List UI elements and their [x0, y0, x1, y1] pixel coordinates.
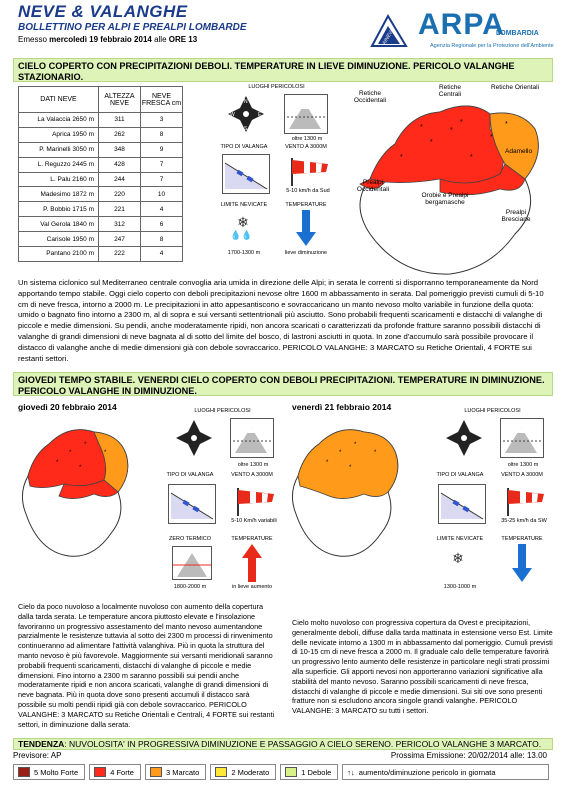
avalanche-type-icon	[222, 154, 270, 194]
summary-band-next-days: GIOVEDI TEMPO STABILE. VENERDI CIELO COPERTO CON DEBOLI PRECIPITAZIONI. TEMPERATURE IN DIMINUZIONE. PERICOLO VALANGHE IN DIMINUZIONE.	[13, 372, 553, 396]
forecaster: Previsore: AP	[13, 751, 62, 760]
day2-label: venerdì 21 febbraio 2014	[292, 402, 392, 412]
danger-legend	[13, 764, 553, 780]
table-header: NEVE FRESCA cm	[141, 87, 183, 113]
svg-text:S: S	[244, 126, 248, 132]
temperature-down-arrow-icon	[296, 210, 316, 246]
legend-item: 5 Molto Forte	[13, 764, 85, 780]
day1-label: giovedì 20 febbraio 2014	[18, 402, 117, 412]
altitude-icon	[500, 418, 544, 458]
table-row: P. Bobbio 1715 m 221 4	[19, 202, 183, 217]
svg-text:*: *	[470, 154, 473, 161]
table-header: ALTEZZA NEVE	[99, 87, 141, 113]
avalanche-type-icon	[438, 484, 486, 524]
legend-item: ↑↓ aumento/diminuzione pericolo in giornata	[342, 764, 549, 780]
temperature-down-arrow-icon	[512, 544, 532, 582]
compass-icon	[226, 94, 266, 134]
svg-text:*: *	[326, 460, 329, 466]
table-row: Madesimo 1872 m 220 10	[19, 187, 183, 202]
compass-icon	[444, 418, 484, 458]
svg-text:E: E	[258, 112, 262, 118]
svg-text:*: *	[56, 460, 59, 466]
avalanche-type-icon	[168, 484, 216, 524]
svg-text:*: *	[69, 450, 72, 456]
svg-text:*: *	[374, 450, 377, 456]
today-icon-panel: LUOGHI PERICOLOSI N S W E oltre 1300 m TIPO DI VALANGA VENTO A 3000M 5-10 km/h da Sud LIMITE NEVICATE TEMPERATURE ❄ 💧💧 1700-1300 m lieve diminuzione	[214, 84, 339, 264]
legend-swatch	[285, 767, 297, 777]
table-row: Aprica 1950 m 262 8	[19, 127, 183, 142]
issue-date: Emesso mercoledì 19 febbraio 2014 alle ORE 13	[18, 35, 198, 44]
table-header: DATI NEVE	[19, 87, 99, 113]
next-issue: Prossima Emissione: 20/02/2014 alle: 13.00	[390, 751, 547, 760]
svg-text:*: *	[420, 124, 423, 131]
table-row: Pantano 2100 m 222 4	[19, 247, 183, 262]
compass-icon	[174, 418, 214, 458]
forecast-text-day2: Cielo molto nuvoloso con progressiva copertura da Ovest e precipitazioni, generalmente deboli, diffuse dalla tarda mattinata in estensione verso Est. Limite delle nevicate intorno a 1300 m in abbassamento dal pomeriggio. Cumuli previsti di 10-15 cm di neve fresca a 2000 m. Il graduale calo delle temperature favorirà un progressivo lento aumento delle resistenze in particolare negli strati prossimi alla superficie. Gli apporti nevosi non apporteranno variazioni significative alla stabilità del manto nevoso. Saranno possibili scaricamenti di neve fresca, distacchi di valanghe di piccole e medie dimensioni. Sui siti ove sono presenti fratture non si escludono ancora singole grandi valanghe. PERICOLO VALANGHE: 3 MARCATO su tutti i settori.	[292, 618, 553, 716]
table-row: L. Palu 2160 m 244 7	[19, 172, 183, 187]
table-row: Carisole 1950 m 247 8	[19, 232, 183, 247]
risk-map-today: * * * * * * * * Retiche Occidentali Retiche Centrali Retiche Orientali Adamello Prealpi Occidentali Orobie e Prealpi bergamasche Prealpi Bresciane	[340, 84, 555, 284]
wind-sock-icon	[288, 156, 332, 186]
legend-item: 2 Moderato	[210, 764, 276, 780]
table-row: P. Marinelli 3050 m 348 9	[19, 142, 183, 157]
legend-swatch	[215, 767, 227, 777]
wind-sock-icon	[504, 486, 548, 516]
svg-text:*: *	[349, 465, 352, 471]
snowflake-icon: ❄	[452, 550, 464, 566]
legend-swatch	[18, 767, 30, 777]
svg-text:*: *	[400, 154, 403, 161]
svg-text:*: *	[490, 134, 493, 141]
svg-text:*: *	[84, 442, 87, 448]
altitude-icon	[230, 418, 274, 458]
table-row: La Valaccia 2650 m 311 3	[19, 113, 183, 128]
forecast-text-today: Un sistema ciclonico sul Mediterraneo centrale convoglia aria umida in direzione delle Alpi; in serata le correnti si disporranno temporaneamente da Nord apportando tempo stabile. Oggi cielo coperto con deboli precipitazioni nevose oltre 1600 m abbassamento in serata. Dal pomeriggio previsti cumuli di 5-10 cm di neve fresca, intorno a 2000 m. Le precipitazioni in atto appesantiscono e sovraccaricano un manto nevoso molto variabile in funzione della quota: umido o bagnato fino intorno a 2300 m, al di sopra e sui versanti settentrionali più asciutto. Sono probabili frequenti scaricamenti e distacchi di valanghe di piccole e medie dimensioni. Su pendii, anche moderatamente ripidi, non ancora scaricati o caratterizzati da profonde fratture saranno possibili distacchi di valanghe di grandi dimensioni di neve bagnata al di sotto del limite del bosco, di lastroni asciutti in quota. In zone d'accumulo sarà possibile provocare il distacco di valanghe anche di medie dimensioni già con debole sovraccarico. PERICOLO VALANGHE: 3 MARCATO su Retiche Orientali, 4 FORTE sui restanti settori.	[18, 278, 544, 363]
legend-item: 3 Marcato	[145, 764, 206, 780]
svg-text:*: *	[505, 121, 508, 128]
trend-band: TENDENZA: NUVOLOSITA' IN PROGRESSIVA DIMINUZIONE E PASSAGGIO A CIELO SERENO. PERICOLO VALANGHE 3 MARCATO.	[13, 738, 553, 750]
up-down-arrows-icon: ↑↓	[347, 767, 355, 777]
aineva-logo	[368, 12, 410, 50]
rain-drops-icon: 💧💧	[230, 230, 253, 240]
risk-map-day1	[14, 414, 134, 564]
temperature-up-arrow-icon	[242, 544, 262, 582]
legend-item: 1 Debole	[280, 764, 338, 780]
svg-text:AINEVA: AINEVA	[381, 27, 396, 46]
svg-text:*: *	[339, 450, 342, 456]
risk-map-day2	[284, 414, 404, 564]
summary-band-today: CIELO COPERTO CON PRECIPITAZIONI DEBOLI. TEMPERATURE IN LIEVE DIMINUZIONE. PERICOLO VALANGHE STAZIONARIO.	[13, 58, 553, 82]
wind-sock-icon	[234, 486, 278, 516]
arpa-logo: ARPA LOMBARDIA Agenzia Regionale per la Protezione dell'Ambiente	[418, 8, 554, 49]
table-row: L. Reguzzo 2445 m 428 7	[19, 157, 183, 172]
zero-thermal-icon	[172, 546, 212, 580]
day2-icon-panel: LUOGHI PERICOLOSI oltre 1300 m TIPO DI VALANGA VENTO A 3000M 35-25 km/h da SW LIMITE NEVICATE TEMPERATURE ❄ 1300-1000 m	[436, 408, 547, 590]
snowflake-icon: ❄	[237, 214, 249, 230]
day1-icon-panel: LUOGHI PERICOLOSI oltre 1300 m TIPO DI VALANGA VENTO A 3000M 5-10 Km/h variabili ZERO TERMICO TEMPERATURE 1800-2000 m in lieve aumento	[166, 408, 277, 590]
altitude-icon	[284, 94, 328, 134]
table-row: Val Gerola 1840 m 312 6	[19, 217, 183, 232]
forecast-text-day1: Cielo da poco nuvoloso a localmente nuvoloso con aumento della copertura dalla tarda serata. Le temperature ancora piuttosto elevate e l'insolazione favoriranno un progressivo assestamento del manto nevoso aumentandone parzialmente le resistenze tuttavia al sotto dei 2300 m processi di rinvenimento continueranno ad alimentare l'attività valanghiva. Più in quota la struttura del manto nevoso è più favorevole. Maggiormente sui versanti meridionali saranno probabili frequenti scaricamenti, distacchi di valanghe di piccole e medie dimensioni. Fino intorno a 2300 m saranno possibili sui pendii anche moderatamente ripidi e non ancora scaricati, valanghe di grandi dimensioni di neve bagnata. Più in quota dove sono presenti accumuli il distacco sarà possibile su molti pendii ripidi già con debole sovraccarico. PERICOLO VALANGHE: 3 MARCATO su Retiche Orientali e Centrali, 4 FORTE sui restanti settori, in diminuzione dalla serata.	[18, 602, 275, 729]
bulletin-title: NEVE & VALANGHE	[18, 2, 188, 21]
legend-swatch	[94, 767, 106, 777]
svg-text:*: *	[460, 119, 463, 126]
svg-text:*: *	[354, 442, 357, 448]
snow-data-table	[18, 86, 183, 262]
legend-item: 4 Forte	[89, 764, 141, 780]
legend-swatch	[150, 767, 162, 777]
svg-text:*: *	[79, 465, 82, 471]
svg-text:*: *	[450, 127, 453, 134]
svg-text:*: *	[104, 450, 107, 456]
footer-info	[13, 751, 553, 760]
svg-text:N: N	[244, 99, 248, 105]
bulletin-subtitle: BOLLETTINO PER ALPI E PREALPI LOMBARDE	[18, 22, 247, 33]
svg-text:W: W	[230, 112, 235, 118]
svg-text:*: *	[430, 139, 433, 146]
